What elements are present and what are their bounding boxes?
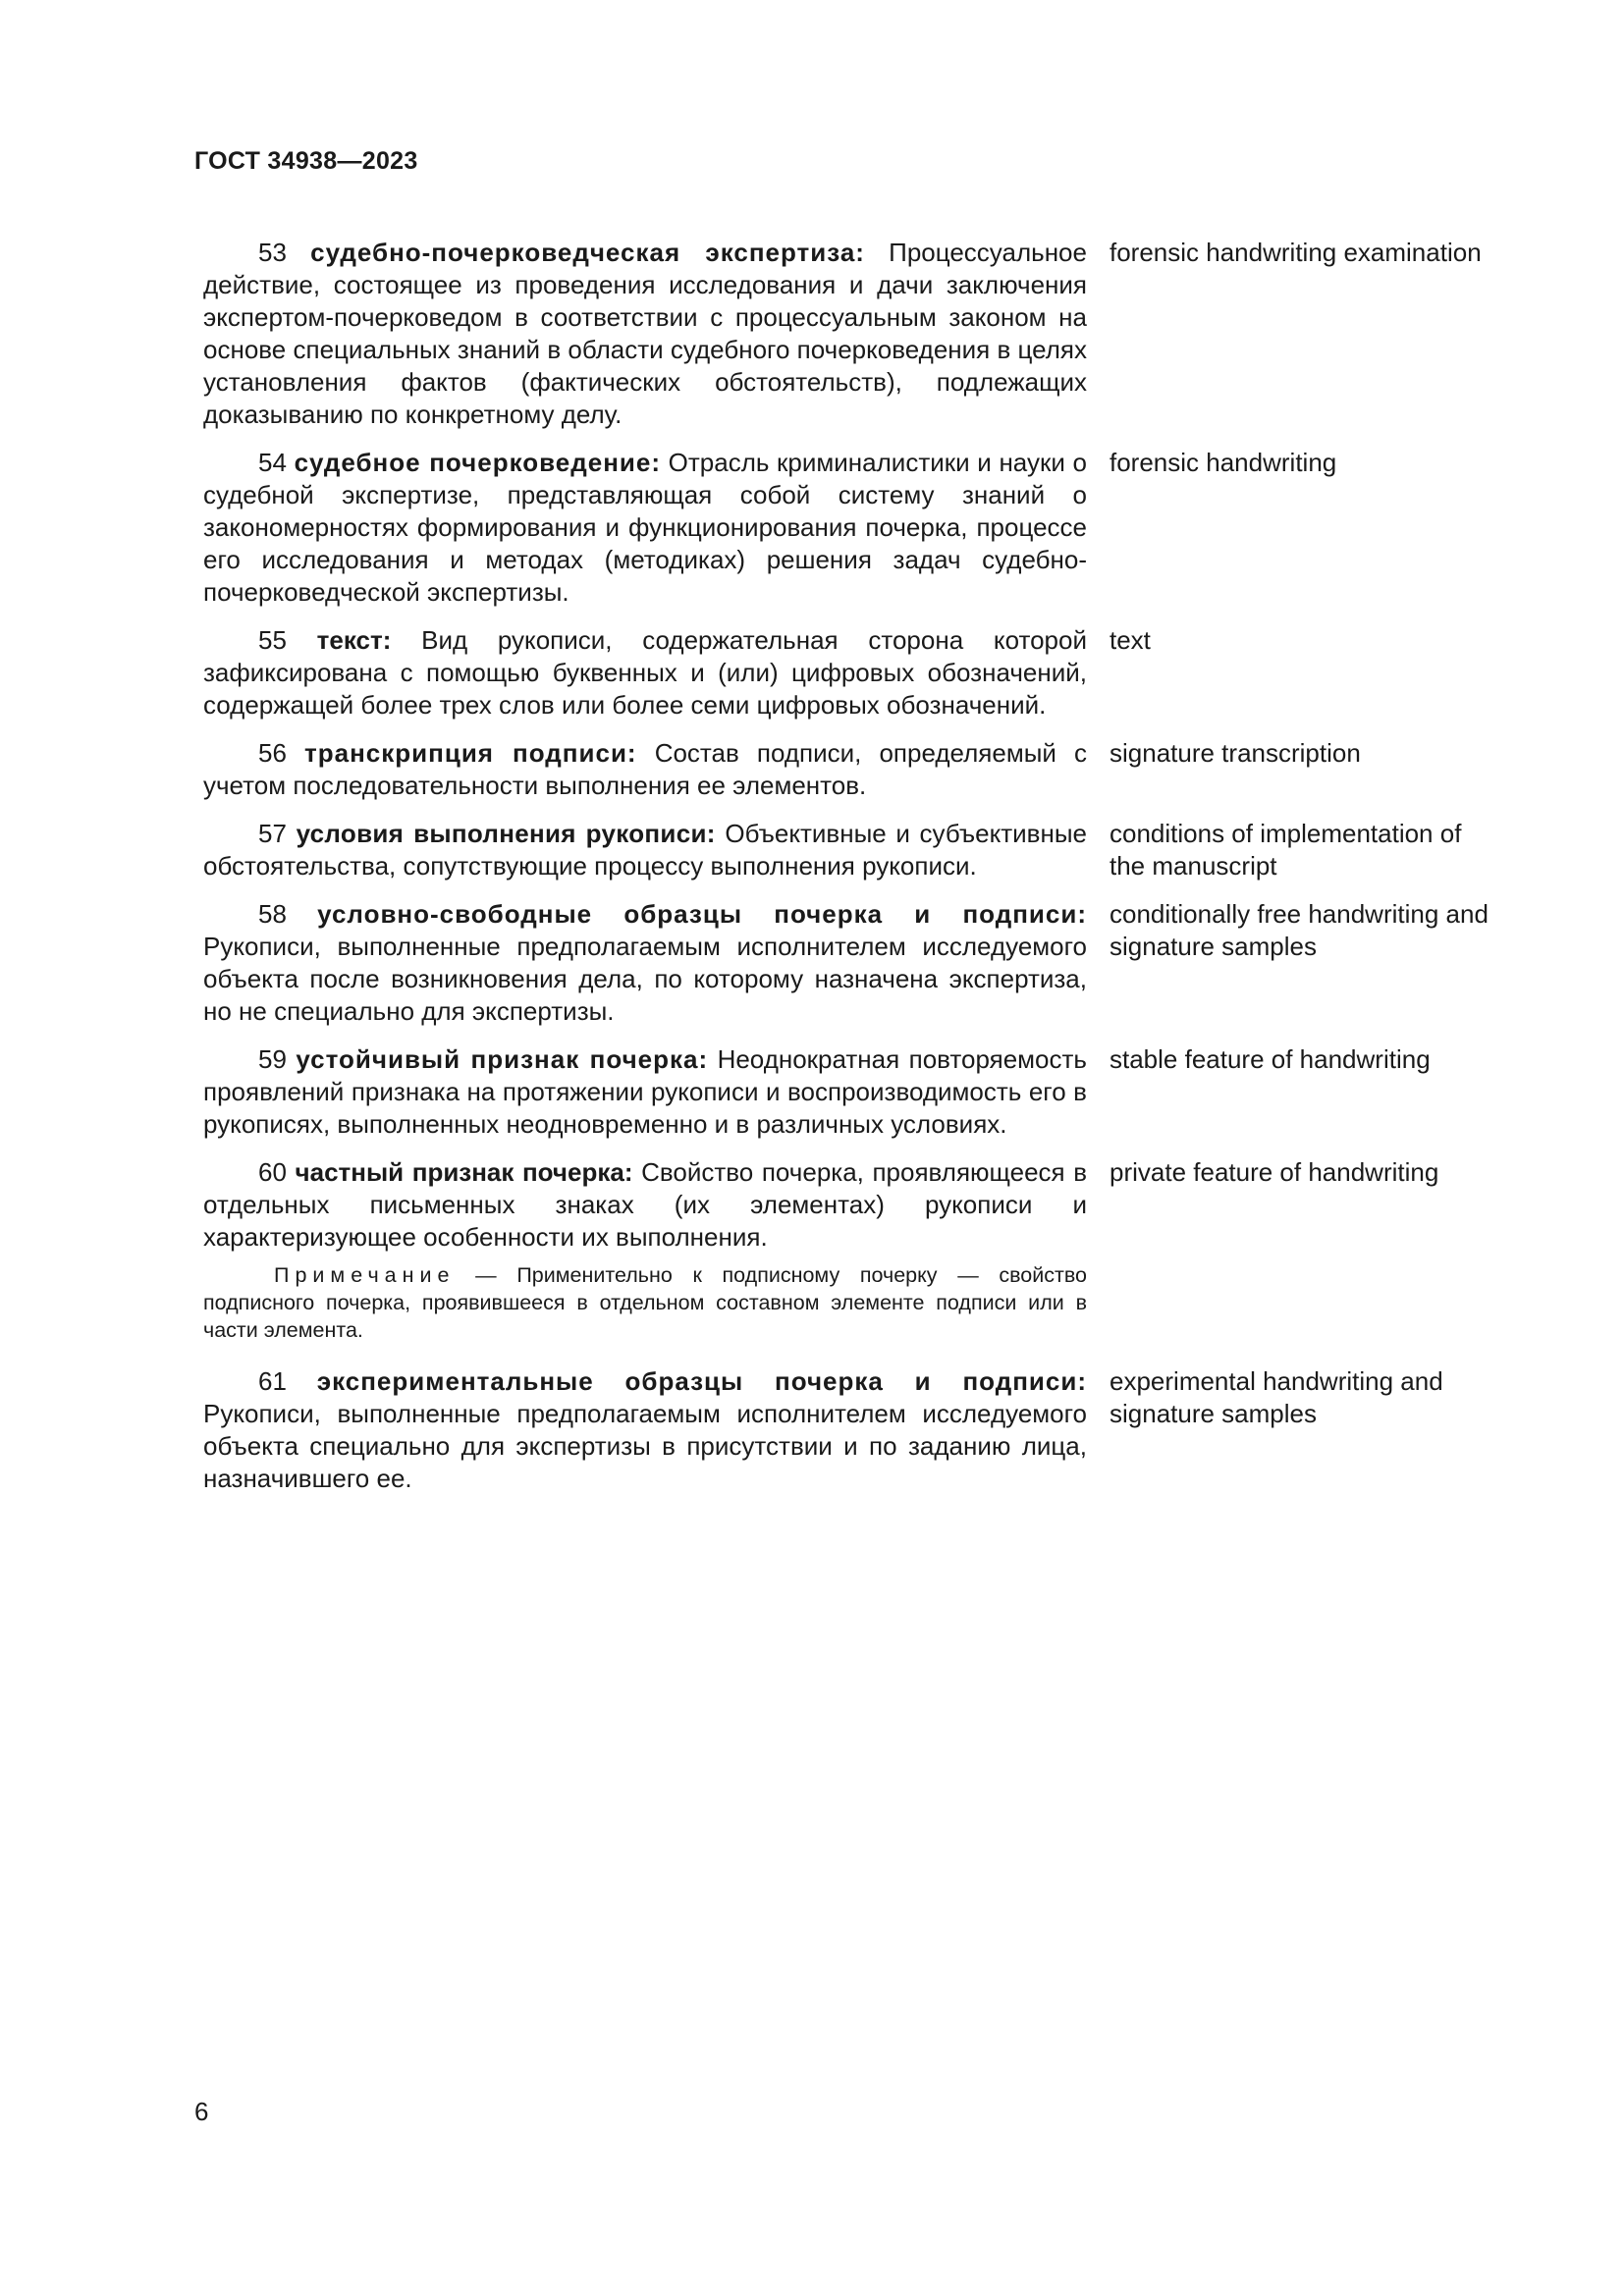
- definition-text: Состав подписи, определяемый с учетом последовательности выполнения ее элементов.: [203, 738, 1087, 800]
- english-equivalent: private feature of handwriting: [1110, 1157, 1439, 1187]
- term-name: текст:: [316, 625, 392, 655]
- term-definition: [203, 237, 1087, 431]
- term-definition: [203, 1156, 1087, 1254]
- document-header: ГОСТ 34938—2023: [194, 147, 418, 175]
- term-number: 57: [258, 819, 287, 848]
- term-entry-55: [203, 624, 1509, 721]
- definition-text: Объективные и субъективные обстоятельства, сопутствующие процессу выполнения рукописи.: [203, 819, 1087, 881]
- terms-list: [203, 237, 1509, 1511]
- term-number: 56: [258, 738, 287, 768]
- term-entry-53: [203, 237, 1509, 431]
- note: [203, 1261, 1087, 1344]
- term-definition: [203, 447, 1087, 609]
- term-entry-57: [203, 818, 1509, 882]
- term-number: 55: [258, 625, 287, 655]
- page-number: 6: [194, 2097, 209, 2126]
- term-entry-56: [203, 737, 1509, 802]
- definition-text: Свойство почерка, проявляющееся в отдельных письменных знаках (их элементах) рукописи и характеризующее особенности их выполнения.: [203, 1157, 1088, 1252]
- definition-text: Вид рукописи, содержательная сторона которой зафиксирована с помощью буквенных и (или) цифровых обозначений, содержащей более трех слов или более семи цифровых обозначений.: [203, 625, 1087, 720]
- note-label: Примечание: [274, 1263, 456, 1287]
- term-name: условия выполнения рукописи:: [296, 819, 716, 848]
- term-entry-54: [203, 447, 1509, 609]
- definition-text: Отрасль криминалистики и науки о судебной экспертизе, представляющая собой систему знаний о закономерностях формирования и функционирования почерка, процессе его исследования и методах (методиках) решения задач судебно-почерковедческой экспертизы.: [203, 448, 1087, 607]
- english-equivalent: signature transcription: [1110, 738, 1361, 768]
- definition-text: Неоднократная повторяемость проявлений признака на протяжении рукописи и воспроизводимость его в рукописях, выполненных неодновременно и в различных условиях.: [203, 1044, 1087, 1139]
- term-entry-59: [203, 1043, 1509, 1141]
- term-name: судебно-почерковедческая экспертиза:: [310, 238, 865, 267]
- term-entry-61: [203, 1365, 1509, 1495]
- definition-text: Рукописи, выполненные предполагаемым исполнителем исследуемого объекта после возникновения дела, по которому назначена экспертиза, но не специально для экспертизы.: [203, 932, 1087, 1026]
- term-number: 54: [258, 448, 287, 477]
- english-equivalent: conditionally free handwriting and signature samples: [1110, 899, 1489, 961]
- term-number: 60: [258, 1157, 287, 1187]
- term-name: экспериментальные образцы почерка и подписи:: [316, 1366, 1087, 1396]
- term-definition: [203, 1043, 1087, 1141]
- term-name: судебное почерковедение:: [294, 448, 661, 477]
- term-number: 58: [258, 899, 287, 929]
- english-equivalent: stable feature of handwriting: [1110, 1044, 1431, 1074]
- english-equivalent: conditions of implementation of the manuscript: [1110, 819, 1462, 881]
- term-definition: [203, 898, 1087, 1028]
- english-equivalent: experimental handwriting and signature samples: [1110, 1366, 1443, 1428]
- term-definition: [203, 818, 1087, 882]
- term-number: 59: [258, 1044, 287, 1074]
- english-equivalent: forensic handwriting: [1110, 448, 1337, 477]
- term-definition: [203, 737, 1087, 802]
- term-definition: [203, 624, 1087, 721]
- term-name: частный признак почерка:: [295, 1157, 633, 1187]
- term-name: условно-свободные образцы почерка и подписи:: [317, 899, 1087, 929]
- definition-text: Рукописи, выполненные предполагаемым исполнителем исследуемого объекта специально для экспертизы в присутствии и по заданию лица, назначившего ее.: [203, 1399, 1087, 1493]
- term-name: устойчивый признак почерка:: [296, 1044, 709, 1074]
- term-number: 61: [258, 1366, 287, 1396]
- definition-text: Процессуальное действие, состоящее из проведения исследования и дачи заключения экспертом-почерковедом в соответствии с процессуальным законом на основе специальных знаний в области судебного почерковедения в целях установления фактов (фактических обстоятельств), подлежащих доказыванию по конкретному делу.: [203, 238, 1087, 429]
- note-text: — Применительно к подписному почерку — свойство подписного почерка, проявившееся в отдельном составном элементе подписи или в части элемента.: [203, 1263, 1087, 1342]
- term-definition: [203, 1365, 1087, 1495]
- term-number: 53: [258, 238, 287, 267]
- term-name: транскрипция подписи:: [304, 738, 637, 768]
- term-entry-60: [203, 1156, 1509, 1254]
- term-entry-58: [203, 898, 1509, 1028]
- english-equivalent: text: [1110, 625, 1151, 655]
- english-equivalent: forensic handwriting examination: [1110, 238, 1482, 267]
